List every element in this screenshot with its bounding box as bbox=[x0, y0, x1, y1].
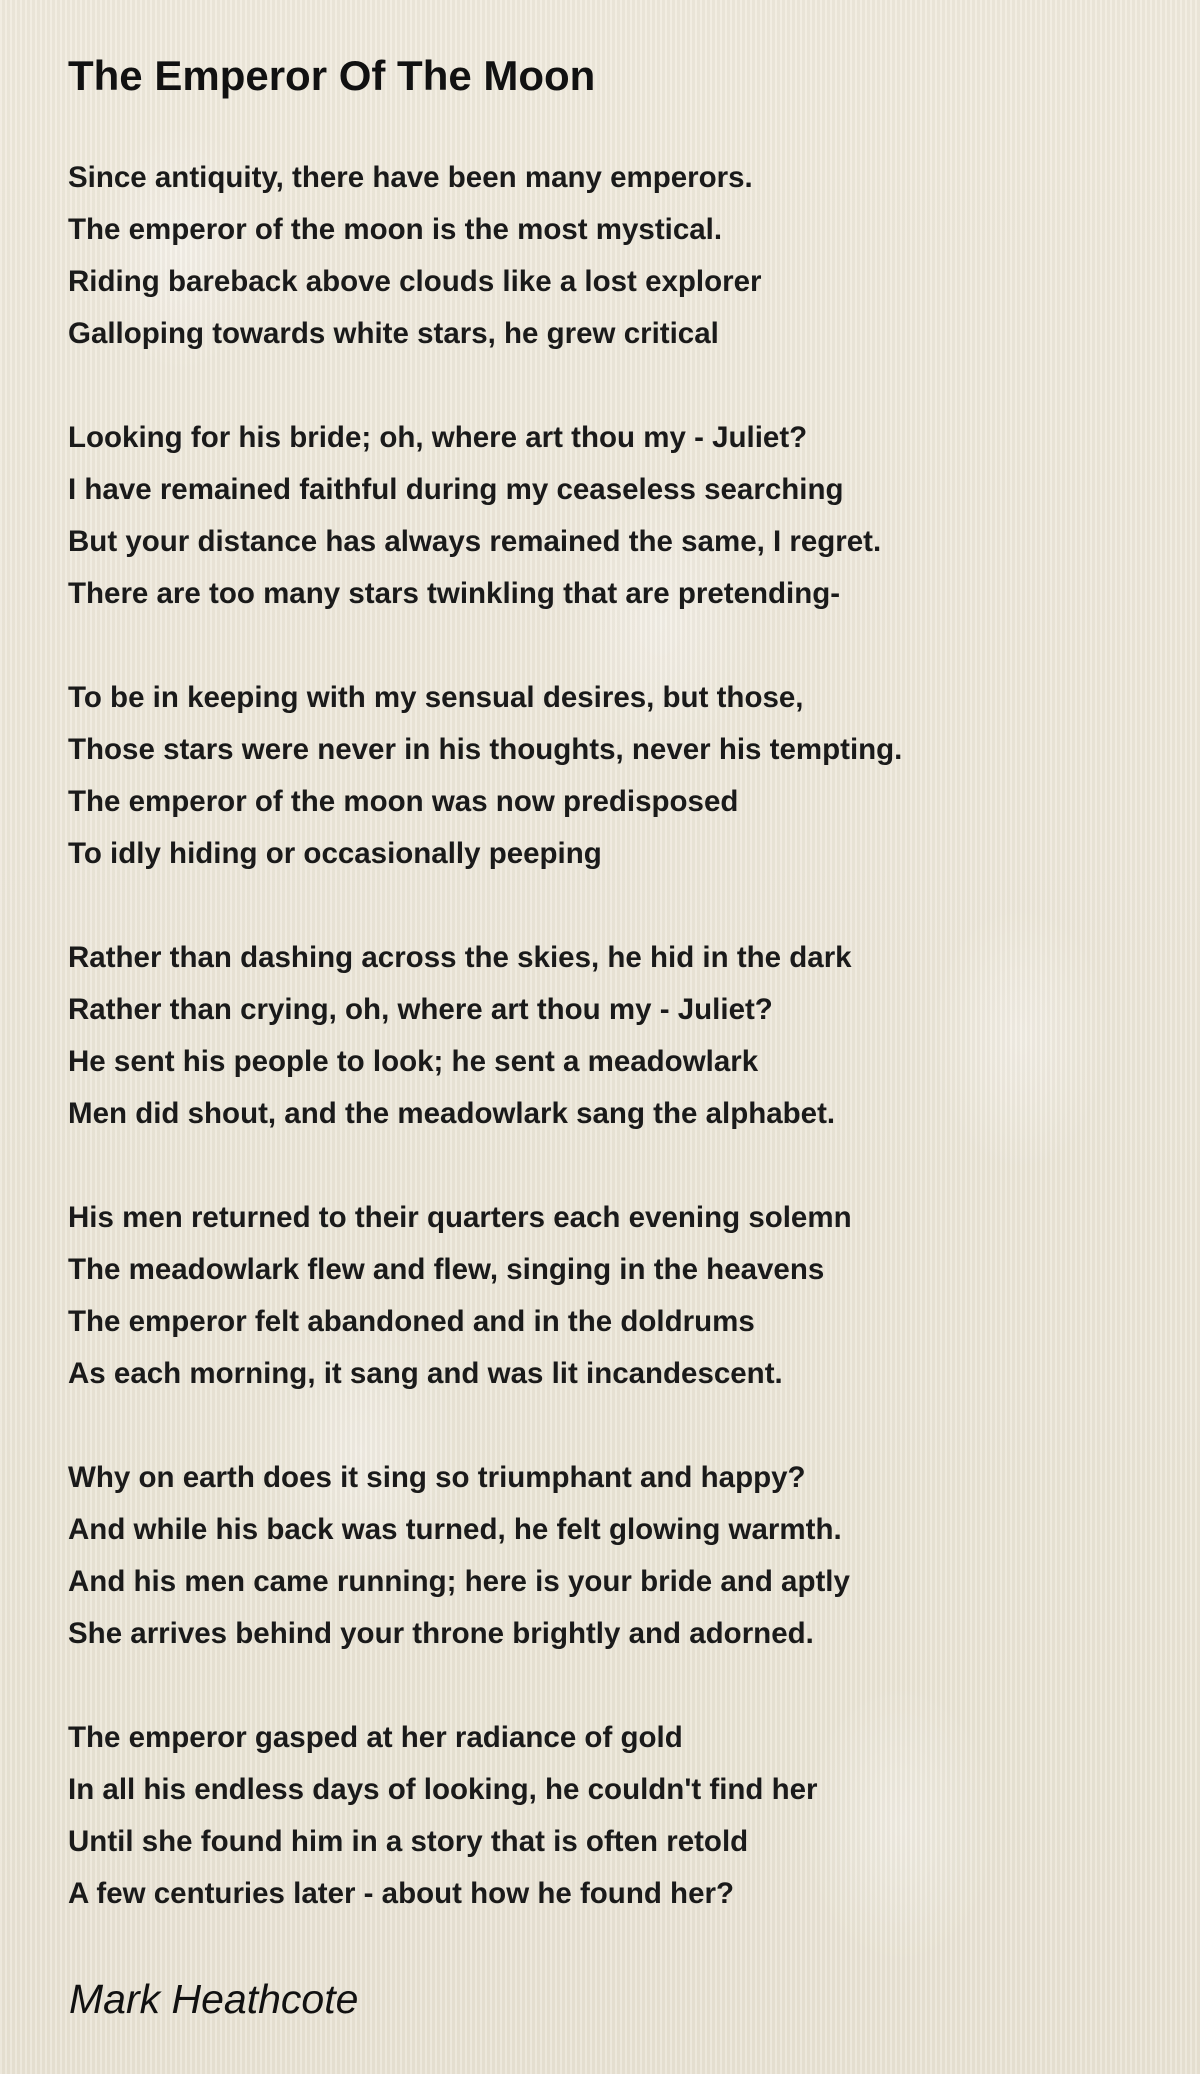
poem-line: In all his endless days of looking, he couldn't find her bbox=[68, 1773, 818, 1806]
poem-line: Rather than crying, oh, where art thou my - Juliet? bbox=[68, 993, 773, 1026]
stanza-1 bbox=[68, 152, 1168, 360]
poem-line: But your distance has always remained the same, I regret. bbox=[68, 525, 882, 558]
poem-body bbox=[68, 152, 1168, 1972]
stanza-6 bbox=[68, 1452, 1168, 1660]
poem-title: The Emperor Of The Moon bbox=[68, 52, 596, 99]
poem-line: A few centuries later - about how he found her? bbox=[68, 1877, 734, 1910]
poem-line: As each morning, it sang and was lit incandescent. bbox=[68, 1357, 783, 1390]
stanza-3 bbox=[68, 672, 1168, 880]
poem-line: And his men came running; here is your bride and aptly bbox=[68, 1565, 850, 1598]
poem-line: Looking for his bride; oh, where art thou my - Juliet? bbox=[68, 421, 808, 454]
stanza-2 bbox=[68, 412, 1168, 620]
poem-line: Men did shout, and the meadowlark sang the alphabet. bbox=[68, 1097, 836, 1130]
poem-line: Until she found him in a story that is often retold bbox=[68, 1825, 749, 1858]
poem-line: The emperor of the moon was now predisposed bbox=[68, 785, 739, 818]
poem-line: To idly hiding or occasionally peeping bbox=[68, 837, 602, 870]
poem-line: The emperor gasped at her radiance of gold bbox=[68, 1721, 683, 1754]
poem-line: The meadowlark flew and flew, singing in the heavens bbox=[68, 1253, 825, 1286]
poem-line: Riding bareback above clouds like a lost explorer bbox=[68, 265, 762, 298]
poem-line: Why on earth does it sing so triumphant and happy? bbox=[68, 1461, 806, 1494]
stanza-7 bbox=[68, 1712, 1168, 1920]
stanza-4 bbox=[68, 932, 1168, 1140]
poem-line: I have remained faithful during my ceaseless searching bbox=[68, 473, 844, 506]
poem-line: To be in keeping with my sensual desires, but those, bbox=[68, 681, 804, 714]
stanza-5 bbox=[68, 1192, 1168, 1400]
poem-line: There are too many stars twinkling that are pretending- bbox=[68, 577, 841, 610]
poem-line: The emperor felt abandoned and in the doldrums bbox=[68, 1305, 755, 1338]
poem-author: Mark Heathcote bbox=[69, 1976, 359, 2022]
poem-line: His men returned to their quarters each evening solemn bbox=[68, 1201, 852, 1234]
poem-line: She arrives behind your throne brightly and adorned. bbox=[68, 1617, 814, 1650]
poem-line: Those stars were never in his thoughts, never his tempting. bbox=[68, 733, 903, 766]
poem-line: He sent his people to look; he sent a meadowlark bbox=[68, 1045, 759, 1078]
poem-line: Rather than dashing across the skies, he hid in the dark bbox=[68, 941, 852, 974]
poem-line: Since antiquity, there have been many emperors. bbox=[68, 161, 753, 194]
poem-line: Galloping towards white stars, he grew critical bbox=[68, 317, 719, 350]
poem-line: The emperor of the moon is the most mystical. bbox=[68, 213, 723, 246]
poem-line: And while his back was turned, he felt glowing warmth. bbox=[68, 1513, 842, 1546]
